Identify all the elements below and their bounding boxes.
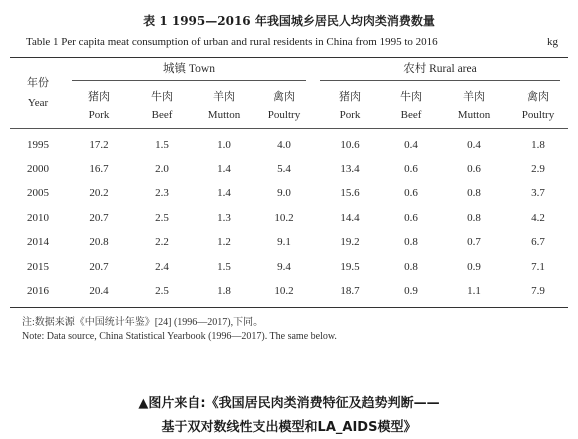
table-cell: 10.2 xyxy=(274,212,294,224)
table-cell: 9.1 xyxy=(277,236,291,248)
table-cell: 1.3 xyxy=(217,212,231,224)
table-cell: 20.8 xyxy=(89,236,109,248)
top-rule xyxy=(10,57,568,58)
table-cell: 1.1 xyxy=(467,285,481,297)
column-header-en: Mutton xyxy=(207,109,241,121)
table-cell: 0.4 xyxy=(467,139,481,151)
rural-group-rule xyxy=(320,80,560,81)
table-cell: 6.7 xyxy=(531,236,545,248)
table-cell: 20.7 xyxy=(89,261,109,273)
bottom-rule xyxy=(10,307,568,308)
table-cell: 7.9 xyxy=(531,285,545,297)
column-header-cn: 牛肉 xyxy=(400,91,422,103)
table-cell: 2.4 xyxy=(155,261,169,273)
table-cell: 20.2 xyxy=(89,187,109,199)
table-cell: 1.8 xyxy=(217,285,231,297)
table-cell: 0.8 xyxy=(467,187,481,199)
table-cell: 0.6 xyxy=(404,163,418,175)
year-header-cn: 年份 xyxy=(27,77,49,89)
table-cell: 0.7 xyxy=(467,236,481,248)
table-cell: 2.9 xyxy=(531,163,545,175)
column-header-en: Pork xyxy=(339,109,361,121)
caption-line-2: 基于双对数线性支出模型和LA_AIDS模型》 xyxy=(161,420,417,435)
table-cell: 2.0 xyxy=(155,163,169,175)
table-cell: 2.3 xyxy=(155,187,169,199)
table-cell: 1.5 xyxy=(217,261,231,273)
table-cell: 2.2 xyxy=(155,236,169,248)
table-cell: 15.6 xyxy=(340,187,360,199)
column-header-cn: 猪肉 xyxy=(339,91,361,103)
column-header-cn: 禽肉 xyxy=(527,91,549,103)
column-header-en: Beef xyxy=(400,109,422,121)
table-cell: 0.6 xyxy=(404,187,418,199)
table-cell: 0.9 xyxy=(404,285,418,297)
table-unit: kg xyxy=(547,36,558,48)
row-year: 2015 xyxy=(27,261,49,273)
table-cell: 7.1 xyxy=(531,261,545,273)
table-cell: 0.6 xyxy=(467,163,481,175)
table-cell: 0.8 xyxy=(404,261,418,273)
table-cell: 2.5 xyxy=(155,212,169,224)
row-year: 2005 xyxy=(27,187,49,199)
table-cell: 17.2 xyxy=(89,139,109,151)
column-header-en: Pork xyxy=(88,109,110,121)
table-cell: 3.7 xyxy=(531,187,545,199)
table-title-en xyxy=(26,36,558,48)
row-year: 2014 xyxy=(27,236,49,248)
table-cell: 1.4 xyxy=(217,163,231,175)
note-en: Note: Data source, China Statistical Yearbook (1996—2017). The same below. xyxy=(22,331,337,342)
table-cell: 0.4 xyxy=(404,139,418,151)
table-title-cn: 表 1 1995—2016 年我国城乡居民人均肉类消费数量 xyxy=(143,14,435,28)
table-cell: 16.7 xyxy=(89,163,109,175)
column-header-cn: 羊肉 xyxy=(463,91,485,103)
table-cell: 1.2 xyxy=(217,236,231,248)
table-cell: 1.5 xyxy=(155,139,169,151)
column-header-en: Poultry xyxy=(521,109,555,121)
table-cell: 20.4 xyxy=(89,285,109,297)
table-cell: 0.6 xyxy=(404,212,418,224)
row-year: 2016 xyxy=(27,285,49,297)
table-cell: 20.7 xyxy=(89,212,109,224)
column-header-en: Beef xyxy=(151,109,173,121)
table-cell: 14.4 xyxy=(340,212,360,224)
table-cell: 18.7 xyxy=(340,285,360,297)
row-year: 2000 xyxy=(27,163,49,175)
table-cell: 10.2 xyxy=(274,285,294,297)
table-cell: 0.8 xyxy=(404,236,418,248)
table-cell: 1.0 xyxy=(217,139,231,151)
table-cell: 9.0 xyxy=(277,187,291,199)
column-header-en: Mutton xyxy=(457,109,491,121)
group-header-urban: 城镇 Town xyxy=(163,63,215,75)
table-cell: 0.8 xyxy=(467,212,481,224)
column-header-en: Poultry xyxy=(267,109,301,121)
table-cell: 10.6 xyxy=(340,139,360,151)
table-cell: 13.4 xyxy=(340,163,360,175)
table-cell: 19.5 xyxy=(340,261,360,273)
table-cell: 4.0 xyxy=(277,139,291,151)
year-header-en: Year xyxy=(27,97,49,109)
table-cell: 5.4 xyxy=(277,163,291,175)
header-rule xyxy=(10,128,568,129)
note-cn: 注:数据来源《中国统计年鉴》[24] (1996—2017),下同。 xyxy=(22,317,264,328)
table-cell: 1.8 xyxy=(531,139,545,151)
column-header-cn: 猪肉 xyxy=(88,91,110,103)
table-cell: 1.4 xyxy=(217,187,231,199)
urban-group-rule xyxy=(72,80,306,81)
table-cell: 19.2 xyxy=(340,236,360,248)
table-cell: 4.2 xyxy=(531,212,545,224)
column-header-cn: 禽肉 xyxy=(273,91,295,103)
table-title-en-text: Table 1 Per capita meat consumption of urban and rural residents in China from 1995 to 2016 xyxy=(26,36,438,48)
column-header-cn: 羊肉 xyxy=(213,91,235,103)
group-header-rural: 农村 Rural area xyxy=(403,63,477,75)
table-cell: 9.4 xyxy=(277,261,291,273)
table-cell: 2.5 xyxy=(155,285,169,297)
caption-line-1: ▲图片来自:《我国居民肉类消费特征及趋势判断—— xyxy=(138,396,440,411)
row-year: 2010 xyxy=(27,212,49,224)
column-header-cn: 牛肉 xyxy=(151,91,173,103)
row-year: 1995 xyxy=(27,139,49,151)
table-cell: 0.9 xyxy=(467,261,481,273)
